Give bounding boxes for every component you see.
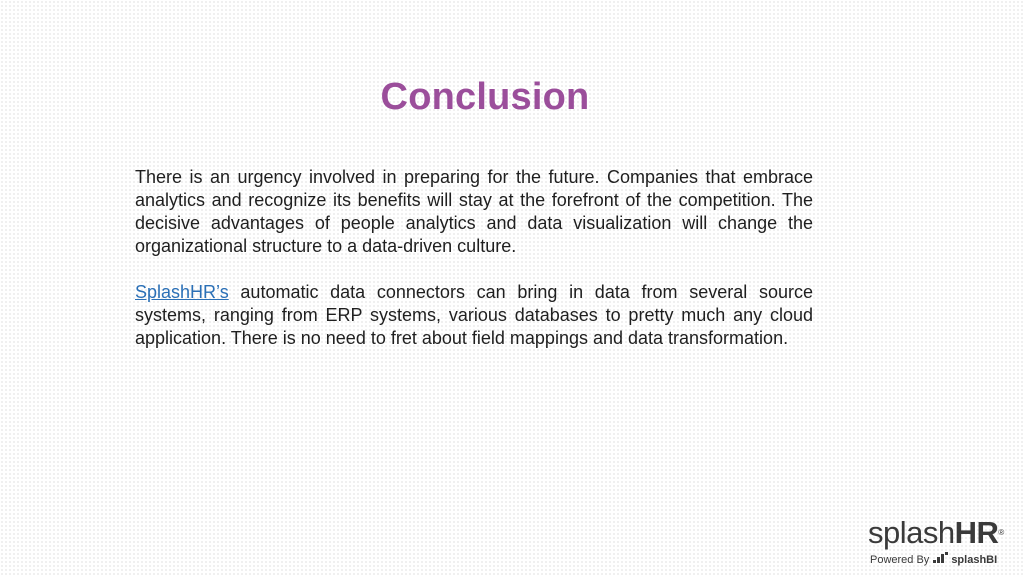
slide-body	[135, 166, 813, 373]
paragraph-2	[135, 281, 813, 350]
slide-title: Conclusion	[380, 76, 590, 118]
logo-registered-mark: ®	[998, 528, 1004, 537]
splashbi-logo-icon	[933, 552, 949, 568]
logo-wordmark	[868, 516, 1004, 550]
paragraph-2-text: automatic data connectors can bring in data from several source systems, ranging from ERP systems, various databases to pretty much any cloud application. There is no need to fret about field mappings and data transformation.	[135, 282, 813, 348]
paragraph-1: There is an urgency involved in preparing for the future. Companies that embrace analytics and recognize its benefits will stay at the forefront of the competition. The decisive advantages of people analytics and data visualization will change the organizational structure to a data-driven culture.	[135, 167, 813, 256]
logo-wordmark-splash: splash	[868, 515, 955, 550]
logo-powered-by	[870, 552, 997, 568]
splashhr-link[interactable]: SplashHR’s	[135, 282, 229, 302]
splashhr-logo	[868, 516, 1008, 566]
logo-wordmark-hr: HR	[954, 515, 999, 550]
powered-by-label: Powered By	[870, 553, 930, 566]
splashbi-brand-label: splashBI	[951, 553, 998, 566]
